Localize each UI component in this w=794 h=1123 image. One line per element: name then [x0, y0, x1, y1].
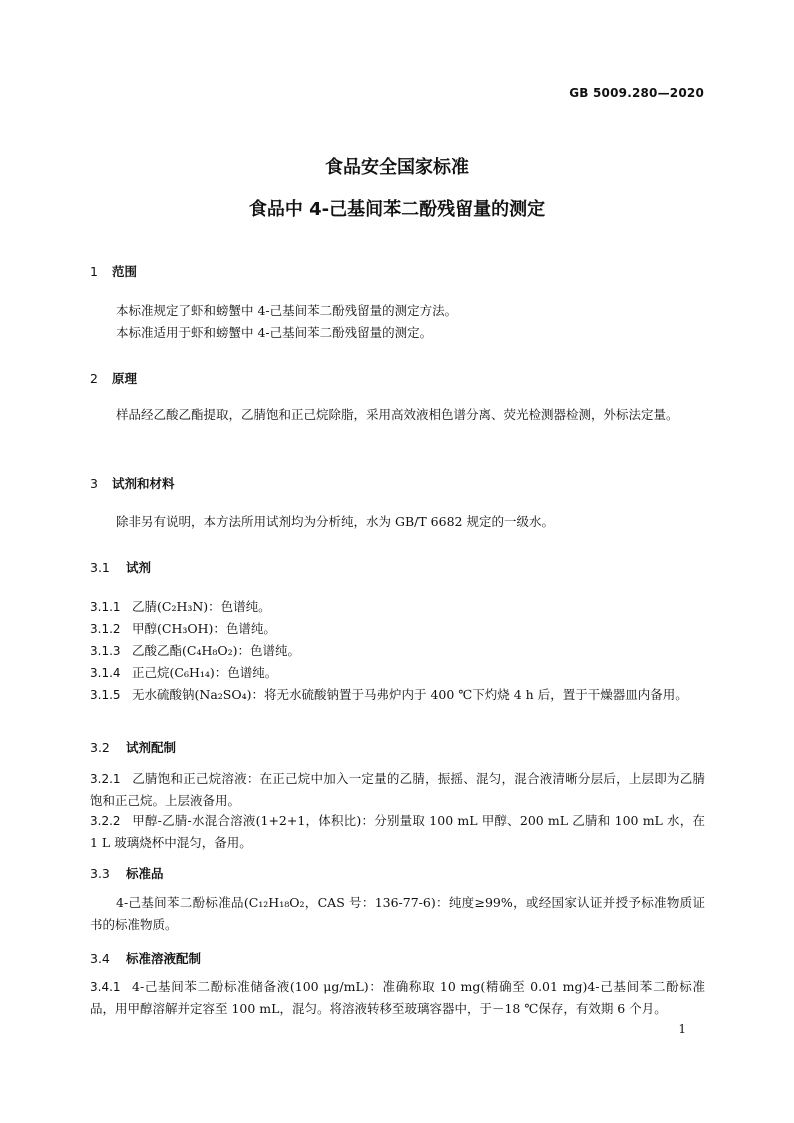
- section-title: 试剂: [126, 560, 152, 575]
- page-number: 1: [678, 1022, 686, 1036]
- section-title: 标准品: [126, 866, 164, 881]
- document-title: 食品安全国家标准: [325, 157, 469, 178]
- standard-code: GB 5009.280—2020: [569, 86, 704, 100]
- section-number: 3.2: [90, 740, 110, 755]
- section-title: 原理: [112, 371, 138, 386]
- list-item: 3.2.2 甲醇-乙腈-水混合溶液(1+2+1，体积比)：分别量取 100 mL 甲醇、200 mL 乙腈和 100 mL 水，在 1 L 玻璃烧杯中混匀，备用。: [90, 813, 705, 850]
- subsection-heading-reagents: [90, 558, 151, 576]
- paragraph: 4-己基间苯二酚标准品(C₁₂H₁₈O₂，CAS 号：136-77-6)：纯度≥99%，或经国家认证并授予标准物质证书的标准物质。: [90, 895, 705, 932]
- document-subtitle: 食品中 4-己基间苯二酚残留量的测定: [248, 199, 546, 220]
- section-number: 1: [90, 264, 98, 279]
- section-title: 试剂和材料: [112, 476, 175, 491]
- paragraph: 本标准适用于虾和螃蟹中 4-己基间苯二酚残留量的测定。: [116, 325, 433, 340]
- list-item: 3.1.5 无水硫酸钠(Na₂SO₄)：将无水硫酸钠置于马弗炉内于 400 ℃下灼烧 4 h 后，置于干燥器皿内备用。: [90, 687, 688, 702]
- list-item: 3.1.2 甲醇(CH₃OH)：色谱纯。: [90, 621, 276, 636]
- paragraph: 本标准规定了虾和螃蟹中 4-己基间苯二酚残留量的测定方法。: [116, 303, 458, 318]
- paragraph: 样品经乙酸乙酯提取，乙腈饱和正己烷除脂，采用高效液相色谱分离、荧光检测器检测，外标法定量。: [116, 407, 679, 422]
- section-heading-scope: [90, 262, 137, 280]
- subsection-heading-standard: [90, 864, 164, 882]
- section-heading-principle: [90, 369, 137, 387]
- section-heading-reagents: [90, 474, 175, 492]
- section-number: 3.1: [90, 560, 110, 575]
- list-item: 3.1.4 正己烷(C₆H₁₄)：色谱纯。: [90, 665, 278, 680]
- list-item: 3.1.1 乙腈(C₂H₃N)：色谱纯。: [90, 599, 271, 614]
- list-item: 3.4.1 4-己基间苯二酚标准储备液(100 μg/mL)：准确称取 10 mg(精确至 0.01 mg)4-己基间苯二酚标准品，用甲醇溶解并定容至 100 mL，混匀。将溶液转移至玻璃容器中，于－18 ℃保存，有效期 6 个月。: [90, 979, 705, 1016]
- section-number: 3.3: [90, 866, 110, 881]
- section-number: 3: [90, 476, 98, 491]
- list-item: 3.1.3 乙酸乙酯(C₄H₈O₂)：色谱纯。: [90, 643, 300, 658]
- section-number: 2: [90, 371, 98, 386]
- section-title: 标准溶液配制: [126, 951, 202, 966]
- subsection-heading-preparation: [90, 738, 176, 756]
- section-title: 试剂配制: [126, 740, 177, 755]
- list-item: 3.2.1 乙腈饱和正己烷溶液：在正己烷中加入一定量的乙腈，振摇、混匀，混合液清晰分层后，上层即为乙腈饱和正己烷。上层液备用。: [90, 771, 705, 808]
- section-number: 3.4: [90, 951, 110, 966]
- subsection-heading-solution: [90, 949, 201, 967]
- paragraph: 除非另有说明，本方法所用试剂均为分析纯，水为 GB/T 6682 规定的一级水。: [116, 514, 554, 529]
- section-title: 范围: [112, 264, 138, 279]
